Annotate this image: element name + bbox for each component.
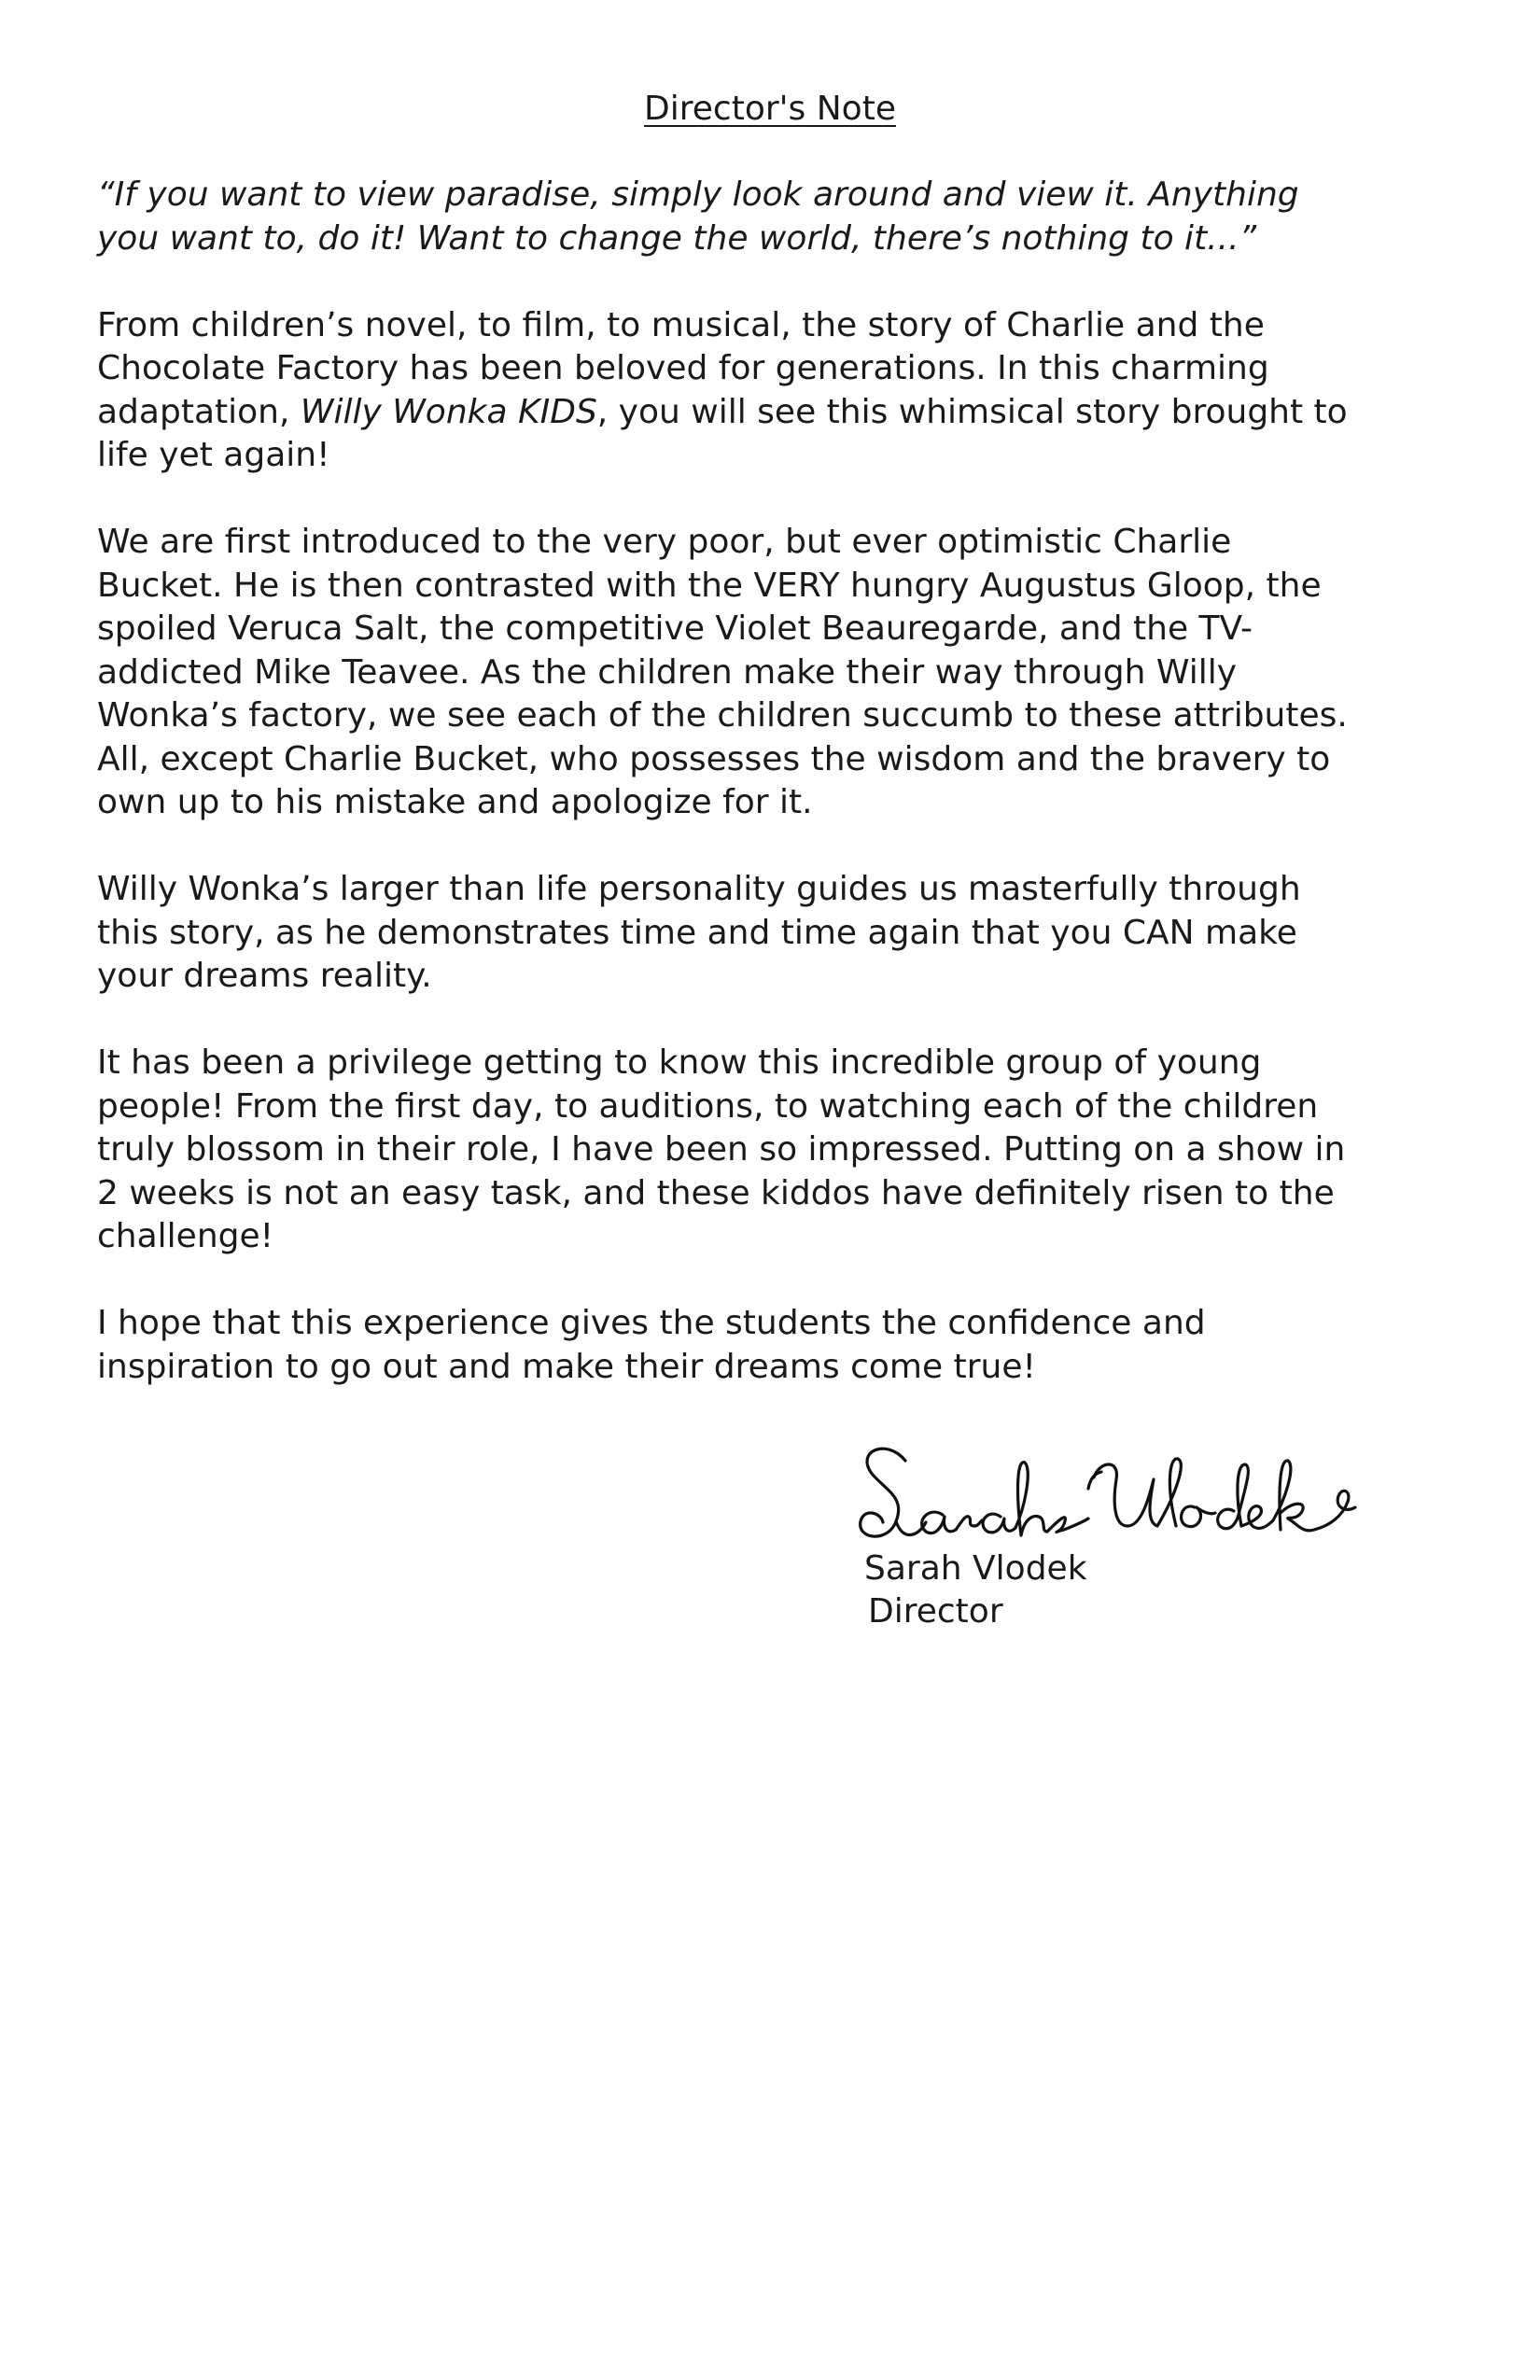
- paragraph-line: Bucket. He is then contrasted with the VERY hungry Augustus Gloop, the: [97, 566, 1322, 605]
- paragraph-line: addicted Mike Teavee. As the children make their way through Willy: [97, 652, 1238, 692]
- paragraph-line: life yet again!: [97, 436, 330, 474]
- paragraph-line: From children’s novel, to film, to musical, the story of Charlie and the: [97, 305, 1265, 344]
- paragraph-intro: [97, 304, 1460, 478]
- paragraph-line: Willy Wonka’s larger than life personality guides us masterfully through: [97, 870, 1301, 908]
- paragraph-line: Chocolate Factory has been beloved for generations. In this charming: [97, 349, 1269, 387]
- paragraph-line: challenge!: [97, 1217, 274, 1255]
- paragraph-line: own up to his mistake and apologize for it.: [97, 783, 813, 821]
- paragraph-line: truly blossom in their role, I have been so impressed. Putting on a show in: [97, 1130, 1346, 1169]
- page-title: Director's Note: [644, 90, 896, 128]
- paragraph-line: people! From the first day, to auditions, to watching each of the children: [97, 1086, 1319, 1126]
- paragraph-line: your dreams reality.: [97, 957, 432, 995]
- text-segment: , you will see this whimsical story brought to: [596, 392, 1348, 431]
- paragraph-wonka: [97, 868, 1460, 999]
- show-title: Willy Wonka KIDS: [300, 392, 597, 431]
- signer-name: Sarah Vlodek: [864, 1549, 1087, 1588]
- paragraph-line: 2 weeks is not an easy task, and these kiddos have definitely risen to the: [97, 1173, 1335, 1212]
- paragraph-line: Wonka’s factory, we see each of the children succumb to these attributes.: [97, 696, 1348, 735]
- paragraph-closing: [97, 1302, 1460, 1389]
- paragraph-line: spoiled Veruca Salt, the competitive Violet Beauregarde, and the TV-: [97, 609, 1253, 648]
- signer-role: Director: [868, 1592, 1003, 1631]
- quote-line: you want to, do it! Want to change the world, there’s nothing to it...”: [97, 218, 1257, 258]
- paragraph-line: inspiration to go out and make their dreams come true!: [97, 1347, 1036, 1386]
- handwritten-signature: [849, 1433, 1381, 1559]
- opening-quote: [97, 174, 1460, 260]
- paragraph-line: [97, 391, 1460, 435]
- paragraph-line: All, except Charlie Bucket, who possesses the wisdom and the bravery to: [97, 739, 1331, 778]
- paragraph-line: this story, as he demonstrates time and time again that you CAN make: [97, 913, 1297, 952]
- text-segment: adaptation,: [97, 392, 301, 431]
- paragraph-characters: [97, 521, 1460, 825]
- paragraph-line: I hope that this experience gives the students the confidence and: [97, 1304, 1206, 1342]
- paragraph-line: We are first introduced to the very poor, but ever optimistic Charlie: [97, 523, 1232, 561]
- paragraph-privilege: [97, 1042, 1460, 1259]
- quote-line: “If you want to view paradise, simply look around and view it. Anything: [97, 175, 1299, 214]
- letter-body: [97, 174, 1460, 1433]
- paragraph-line: It has been a privilege getting to know this incredible group of young: [97, 1043, 1262, 1082]
